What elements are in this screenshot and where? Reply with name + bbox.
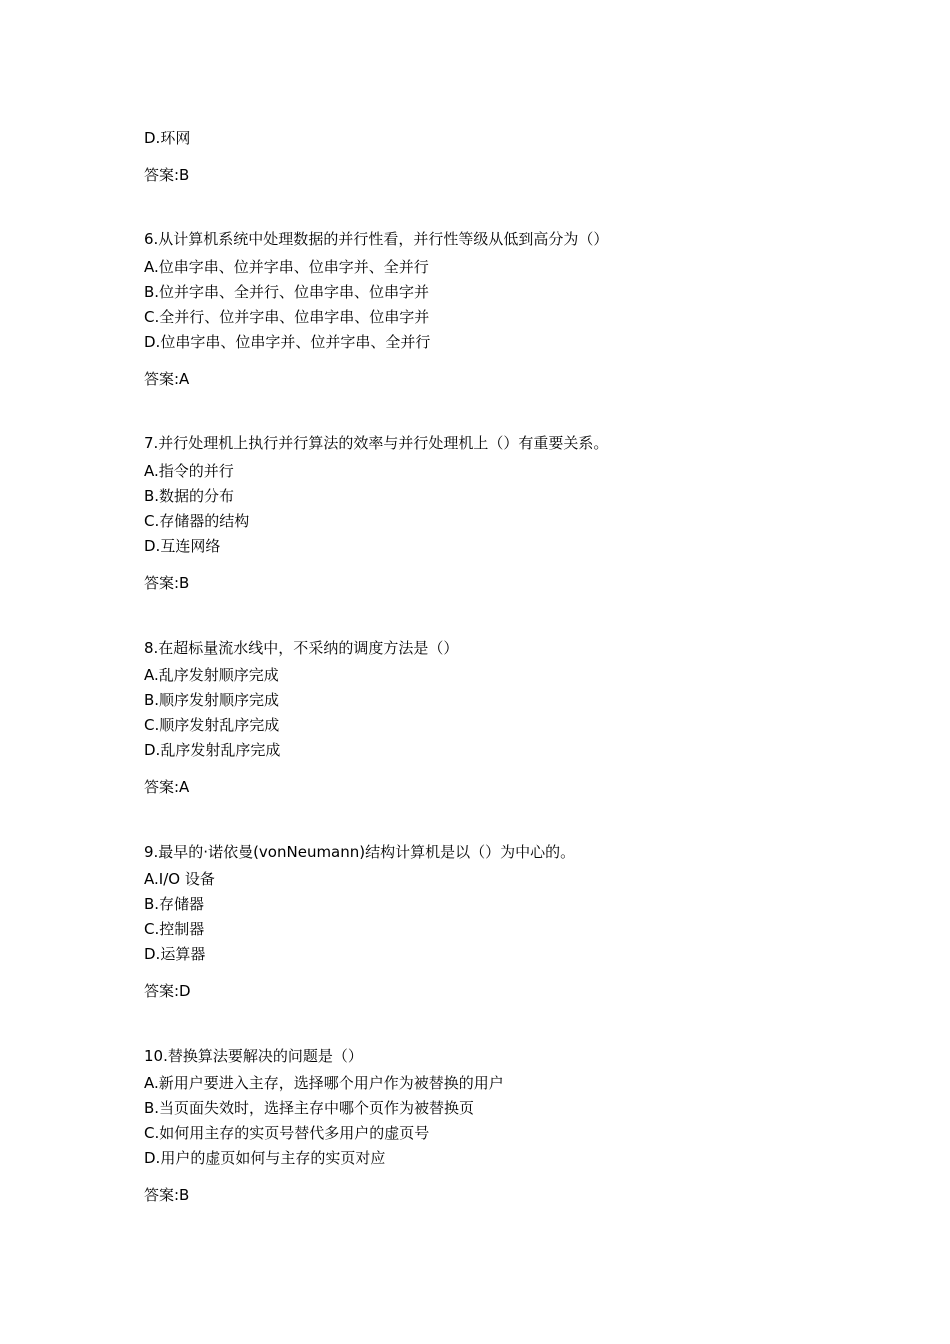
question-8-option-c: C.顺序发射乱序完成 — [144, 716, 280, 734]
question-7-answer: 答案:B — [144, 574, 190, 592]
question-8-option-b: B.顺序发射顺序完成 — [144, 691, 280, 709]
question-8-option-a: A.乱序发射顺序完成 — [144, 666, 279, 684]
prev-answer: 答案:B — [144, 166, 190, 184]
question-6-option-b: B.位并字串、全并行、位串字串、位串字并 — [144, 283, 430, 301]
question-7-option-a: A.指令的并行 — [144, 462, 234, 480]
question-9-option-c: C.控制器 — [144, 920, 205, 938]
question-7-option-c: C.存储器的结构 — [144, 512, 250, 530]
question-8-stem: 8.在超标量流水线中，不采纳的调度方法是（） — [144, 639, 459, 657]
question-9-option-d: D.运算器 — [144, 945, 206, 963]
question-10-option-b: B.当页面失效时，选择主存中哪个页作为被替换页 — [144, 1099, 475, 1117]
question-10-answer: 答案:B — [144, 1186, 190, 1204]
question-7-option-d: D.互连网络 — [144, 537, 221, 555]
question-9-option-b: B.存储器 — [144, 895, 205, 913]
question-7-stem: 7.并行处理机上执行并行算法的效率与并行处理机上（）有重要关系。 — [144, 434, 609, 452]
question-10-option-a: A.新用户要进入主存，选择哪个用户作为被替换的用户 — [144, 1074, 504, 1092]
question-7-option-b: B.数据的分布 — [144, 487, 235, 505]
question-6-option-c: C.全并行、位并字串、位串字串、位串字并 — [144, 308, 430, 326]
question-9-stem: 9.最早的·诺依曼(vonNeumann)结构计算机是以（）为中心的。 — [144, 843, 576, 861]
question-8-answer: 答案:A — [144, 778, 190, 796]
question-9-option-a: A.I/O 设备 — [144, 870, 215, 888]
prev-option-d: D.环网 — [144, 129, 191, 147]
question-10-option-d: D.用户的虚页如何与主存的实页对应 — [144, 1149, 386, 1167]
question-9-answer: 答案:D — [144, 982, 191, 1000]
question-6-option-a: A.位串字串、位并字串、位串字并、全并行 — [144, 258, 429, 276]
question-6-answer: 答案:A — [144, 370, 190, 388]
question-10-option-c: C.如何用主存的实页号替代多用户的虚页号 — [144, 1124, 430, 1142]
question-10-stem: 10.替换算法要解决的问题是（） — [144, 1047, 363, 1065]
question-8-option-d: D.乱序发射乱序完成 — [144, 741, 281, 759]
question-6-option-d: D.位串字串、位串字并、位并字串、全并行 — [144, 333, 431, 351]
question-6-stem: 6.从计算机系统中处理数据的并行性看，并行性等级从低到高分为（） — [144, 230, 609, 248]
